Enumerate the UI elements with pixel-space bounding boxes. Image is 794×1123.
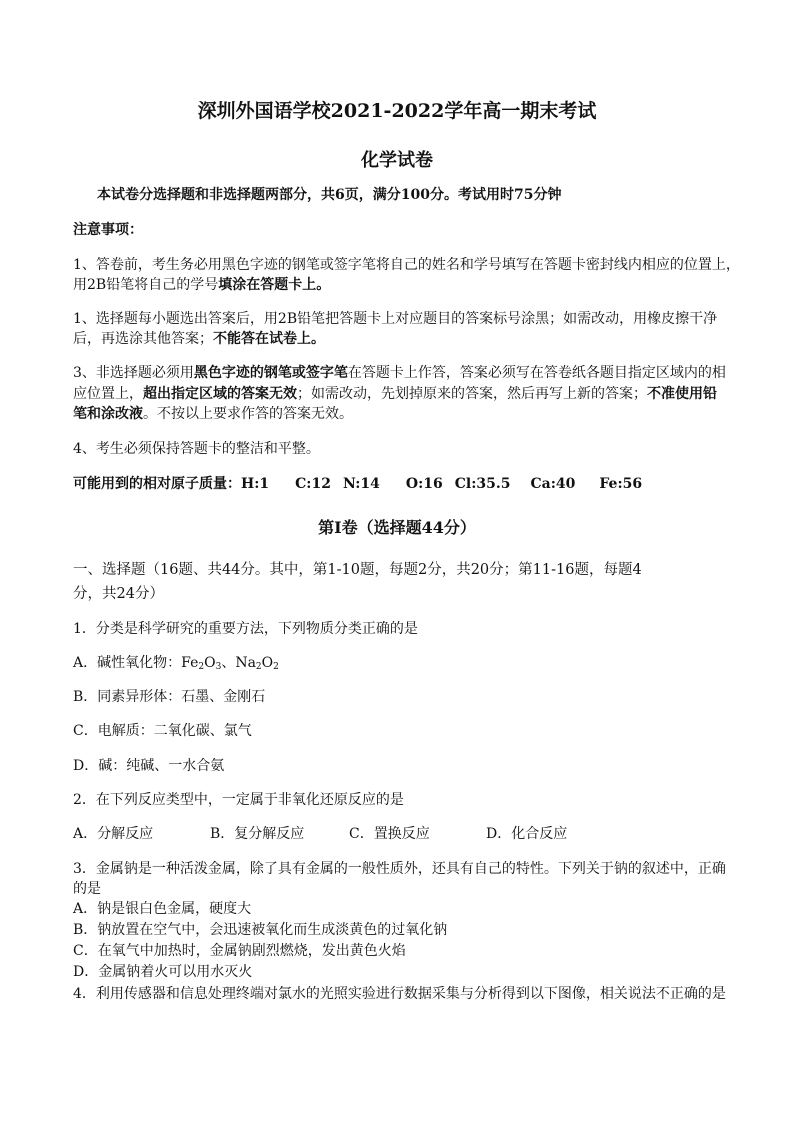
q3-stem-line-2: 的是 xyxy=(73,881,101,897)
notice-item-3-line-3: 笔和涂改液。不按以上要求作答的答案无效。 xyxy=(73,406,353,422)
q2-stem: 2．在下列反应类型中，一定属于非氧化还原反应的是 xyxy=(73,792,404,808)
atomic-mass-line: 可能用到的相对原子质量：H:1 C:12 N:14 O:16 Cl:35.5 Ca:40 Fe:56 xyxy=(73,476,643,492)
q2-option-c: C．置换反应 xyxy=(349,826,430,842)
q3-stem-line-1: 3．金属钠是一种活泼金属，除了具有金属的一般性质外，还具有自己的特性。下列关于钠的叙述中，正确 xyxy=(73,861,726,877)
q2-option-b: B．复分解反应 xyxy=(210,826,305,842)
q4-stem: 4．利用传感器和信息处理终端对氯水的光照实验进行数据采集与分析得到以下图像，相关说法不正确的是 xyxy=(73,986,726,1002)
q1-option-c: C．电解质：二氧化碳、氯气 xyxy=(73,723,252,739)
q2-option-a: A．分解反应 xyxy=(73,826,154,842)
notice-heading: 注意事项： xyxy=(73,222,143,238)
q1-option-a: A．碱性氧化物：$Fe_2O_3$、$Na_2O_2$ xyxy=(73,655,279,672)
notice-item-4: 4、考生必须保持答题卡的整洁和平整。 xyxy=(73,441,320,457)
exam-title: 深圳外国语学校2021-2022学年高一期末考试 xyxy=(197,100,597,122)
section-instructions-line-2: 分，共24分） xyxy=(73,586,164,602)
exam-intro: 本试卷分选择题和非选择题两部分，共6页，满分100分。考试用时75分钟 xyxy=(97,187,562,203)
exam-subtitle: 化学试卷 xyxy=(361,150,433,171)
q2-option-d: D．化合反应 xyxy=(486,826,568,842)
section-instructions-line-1: 一、选择题（16题、共44分。其中，第1-10题，每题2分，共20分；第11-16题，每题4 xyxy=(73,562,642,578)
notice-item-2-line-2: 后，再选涂其他答案；不能答在试卷上。 xyxy=(73,331,325,347)
q3-option-b: B．钠放置在空气中，会迅速被氧化而生成淡黄色的过氧化钠 xyxy=(73,922,448,938)
notice-item-1-line-1: 1、答卷前，考生务必用黑色字迹的钢笔或签字笔将自己的姓名和学号填写在答题卡密封线内相应的位置上， xyxy=(73,257,740,273)
notice-item-3-line-2: 应位置上，超出指定区域的答案无效；如需改动，先划掉原来的答案，然后再写上新的答案；不准使用铅 xyxy=(73,386,717,402)
q1-option-d: D．碱：纯碱、一水合氨 xyxy=(73,758,225,774)
q3-option-c: C．在氧气中加热时，金属钠剧烈燃烧，发出黄色火焰 xyxy=(73,943,406,959)
q3-option-a: A．钠是银白色金属，硬度大 xyxy=(73,901,252,917)
q1-option-b: B．同素异形体：石墨、金刚石 xyxy=(73,689,266,705)
notice-item-3-line-1: 3、非选择题必须用黑色字迹的钢笔或签字笔在答题卡上作答，答案必须写在答卷纸各题目指定区域内的相 xyxy=(73,365,726,381)
notice-item-1-line-2: 用2B铅笔将自己的学号填涂在答题卡上。 xyxy=(73,277,331,293)
q3-option-d: D．金属钠着火可以用水灭火 xyxy=(73,964,253,980)
notice-item-2-line-1: 1、选择题每小题选出答案后，用2B铅笔把答题卡上对应题目的答案标号涂黑；如需改动，用橡皮擦干净 xyxy=(73,311,718,327)
q1-stem: 1．分类是科学研究的重要方法，下列物质分类正确的是 xyxy=(73,621,418,637)
section-1-title: 第Ⅰ卷（选择题44分） xyxy=(318,518,476,537)
